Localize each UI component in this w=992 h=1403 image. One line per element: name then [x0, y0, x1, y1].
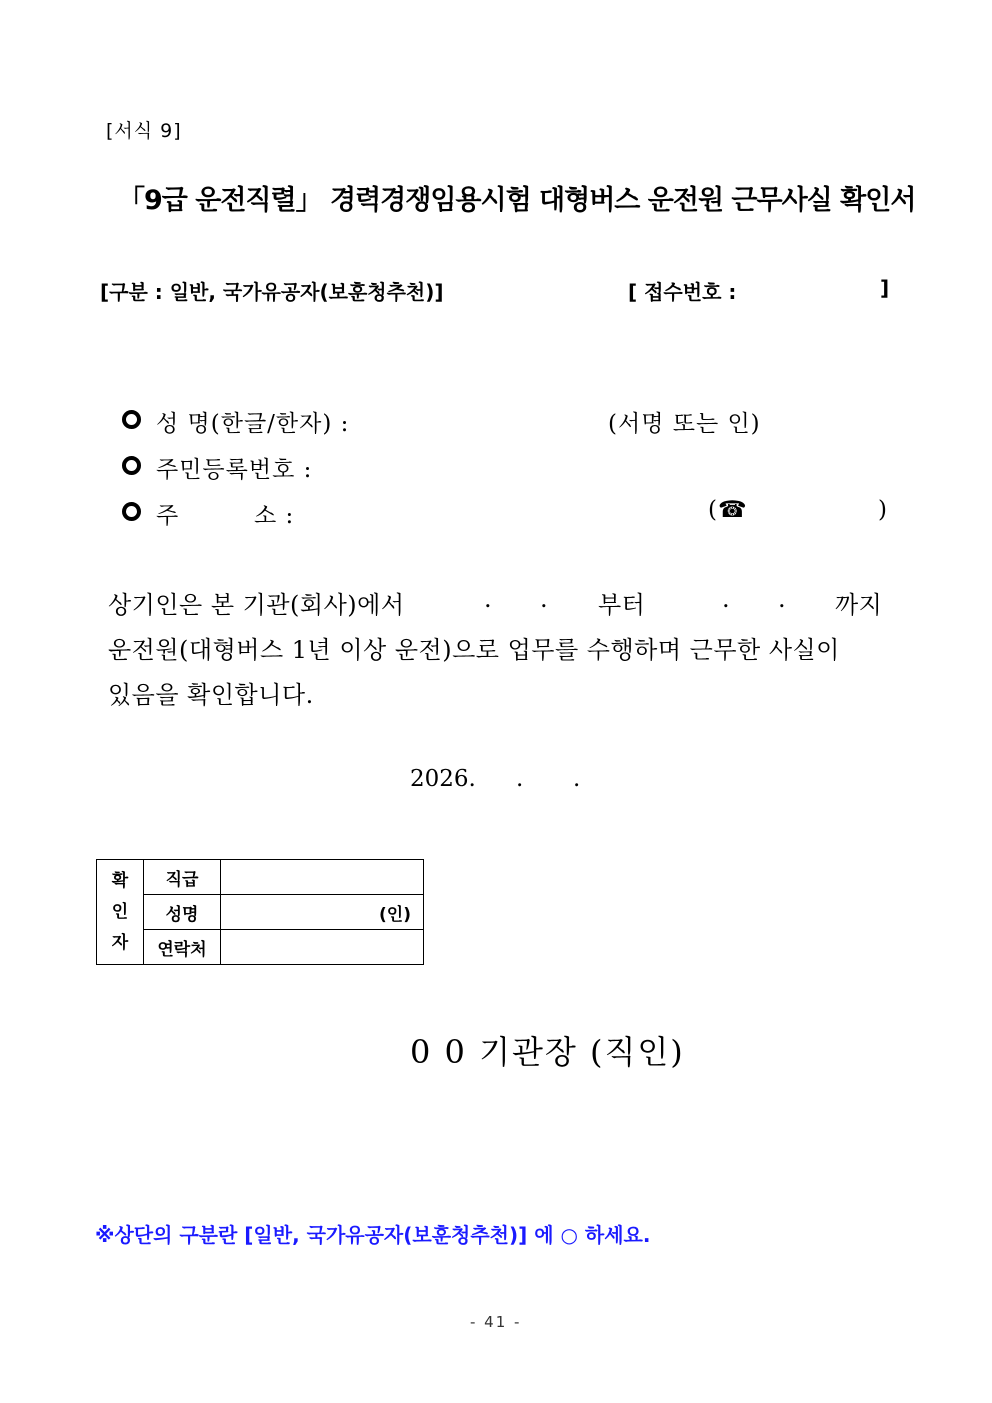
contact-label: 연락처: [144, 930, 221, 965]
date-dot: .: [573, 766, 581, 792]
bullet-icon: [122, 456, 141, 475]
name-label: 성 명(한글/한자) :: [156, 411, 350, 437]
confirmer-name-label: 성명: [144, 895, 221, 930]
receipt-number-close: ]: [880, 276, 890, 300]
receipt-number-label: [ 접수번호 :: [628, 280, 737, 304]
body-line-1: 상기인은 본 기관(회사)에서: [108, 591, 405, 619]
phone-close: ): [878, 497, 888, 523]
from-label: 부터: [598, 591, 646, 619]
date-dot: .: [540, 585, 549, 613]
confirmer-side-label: [97, 860, 144, 965]
signature-hint: (서명 또는 인): [608, 411, 761, 437]
instruction-note: ※상단의 구분란 [일반, 국가유공자(보훈청추천)] 에 ○ 하세요.: [95, 1223, 651, 1247]
page-number: - 41 -: [470, 1313, 522, 1331]
rank-value[interactable]: [221, 860, 424, 895]
body-line-3: 있음을 확인합니다.: [108, 681, 314, 709]
confirmer-name-value[interactable]: (인): [221, 895, 424, 930]
date-dot: .: [484, 585, 493, 613]
body-line-2: 운전원(대형버스 1년 이상 운전)으로 업무를 수행하며 근무한 사실이: [108, 636, 840, 664]
form-number: [서식 9]: [106, 120, 182, 142]
bullet-icon: [122, 410, 141, 429]
category-field: [구분 : 일반, 국가유공자(보훈청추천)]: [100, 280, 444, 304]
address-label: 주 소 :: [156, 503, 295, 529]
date-dot: .: [778, 585, 787, 613]
bullet-icon: [122, 502, 141, 521]
date-year: 2026.: [410, 766, 476, 792]
side-char: 확: [111, 870, 129, 891]
contact-value[interactable]: [221, 930, 424, 965]
agency-head-signature: 0 0 기관장 (직인): [410, 1033, 685, 1071]
side-char: 인: [111, 901, 129, 922]
date-dot: .: [722, 585, 731, 613]
until-label: 까지: [835, 591, 883, 619]
phone-open: (☎: [708, 497, 748, 523]
side-char: 자: [111, 932, 129, 953]
confirmer-table: [96, 859, 424, 965]
document-title: 「9급 운전직렬」 경력경쟁임용시험 대형버스 운전원 근무사실 확인서: [118, 185, 916, 216]
rank-label: 직급: [144, 860, 221, 895]
rrn-label: 주민등록번호 :: [156, 457, 313, 483]
date-dot: .: [516, 766, 524, 792]
